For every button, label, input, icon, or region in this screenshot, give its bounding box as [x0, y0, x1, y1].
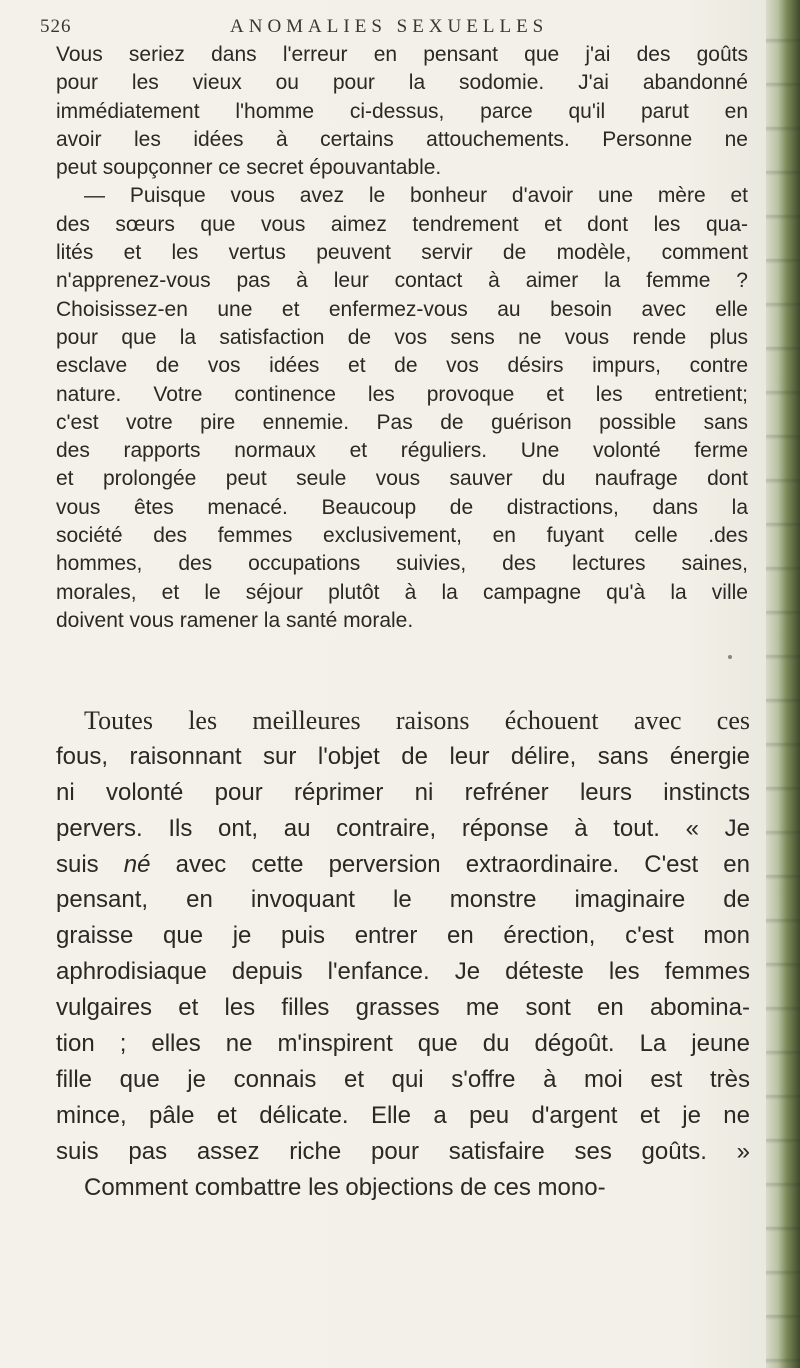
- text-line: pensant, en invoquant le monstre imaginaire de: [56, 886, 750, 914]
- text-line: fille que je connais et qui s'offre à moi est très: [56, 1065, 750, 1093]
- text-line: ni volonté pour réprimer ni refréner leurs instincts: [56, 778, 750, 806]
- page-number: 526: [40, 16, 72, 37]
- text-line: Vous seriez dans l'erreur en pensant que j'ai des goûts: [56, 43, 748, 66]
- text-line: et prolongée peut seule vous sauver du naufrage dont: [56, 467, 748, 491]
- text-line: fous, raisonnant sur l'objet de leur délire, sans énergie: [56, 742, 750, 770]
- text-line: hommes, des occupations suivies, des lectures saines,: [56, 552, 748, 576]
- paragraph-dialogue: [56, 41, 748, 635]
- text-line: tion ; elles ne m'inspirent que du dégoût. La jeune: [56, 1030, 750, 1058]
- text-line: mince, pâle et délicate. Elle a peu d'argent et je ne: [56, 1101, 750, 1129]
- text-line: morales, et le séjour plutôt à la campagne qu'à la ville: [56, 580, 748, 604]
- text-line: pour que la satisfaction de vos sens ne vous rende plus: [56, 325, 748, 349]
- text-line: immédiatement l'homme ci-dessus, parce qu'il parut en: [56, 99, 748, 123]
- text-line: lités et les vertus peuvent servir de modèle, comment: [56, 241, 748, 265]
- text-line: aphrodisiaque depuis l'enfance. Je déteste les femmes: [56, 958, 750, 986]
- text-line: vous êtes menacé. Beaucoup de distractions, dans la: [56, 495, 748, 519]
- paragraph-commentary: [56, 703, 750, 1205]
- text-line: vulgaires et les filles grasses me sont en abomina-: [56, 994, 750, 1022]
- text-line: graisse que je puis entrer en érection, c'est mon: [56, 922, 750, 950]
- running-head: [40, 16, 760, 40]
- text-line: esclave de vos idées et de vos désirs impurs, contre: [56, 354, 748, 378]
- running-title: ANOMALIES SEXUELLES: [230, 16, 549, 37]
- text-line: peut soupçonner ce secret épouvantable.: [56, 156, 442, 180]
- print-speck: [728, 655, 732, 659]
- text-line: des sœurs que vous aimez tendrement et dont les qua-: [56, 212, 748, 236]
- text-line: pour les vieux ou pour la sodomie. J'ai abandonné: [56, 71, 748, 95]
- text-line: Choisissez-en une et enfermez-vous au besoin avec elle: [56, 297, 748, 321]
- text-line: pervers. Ils ont, au contraire, réponse à tout. « Je: [56, 814, 750, 842]
- text-line: c'est votre pire ennemie. Pas de guérison possible sans: [56, 410, 748, 434]
- text-line: nature. Votre continence les provoque et les entretient;: [56, 382, 748, 406]
- text-line: Toutes les meilleures raisons échouent avec ces: [84, 706, 750, 735]
- text-line: — Puisque vous avez le bonheur d'avoir une mère et: [84, 184, 748, 208]
- text-line: des rapports normaux et réguliers. Une volonté ferme: [56, 439, 748, 463]
- text-line: Comment combattre les objections de ces mono-: [84, 1173, 606, 1201]
- emphasized-word: né: [123, 850, 151, 878]
- text-line: société des femmes exclusivement, en fuyant celle .des: [56, 524, 748, 548]
- page-binding-edge: [766, 0, 800, 1368]
- text-line: suis né avec cette perversion extraordinaire. C'est en: [56, 850, 750, 878]
- text-line: doivent vous ramener la santé morale.: [56, 608, 414, 632]
- text-line: n'apprenez-vous pas à leur contact à aimer la femme ?: [56, 269, 748, 293]
- text-line: avoir les idées à certains attouchements. Personne ne: [56, 127, 748, 151]
- text-line: suis pas assez riche pour satisfaire ses goûts. »: [56, 1137, 750, 1165]
